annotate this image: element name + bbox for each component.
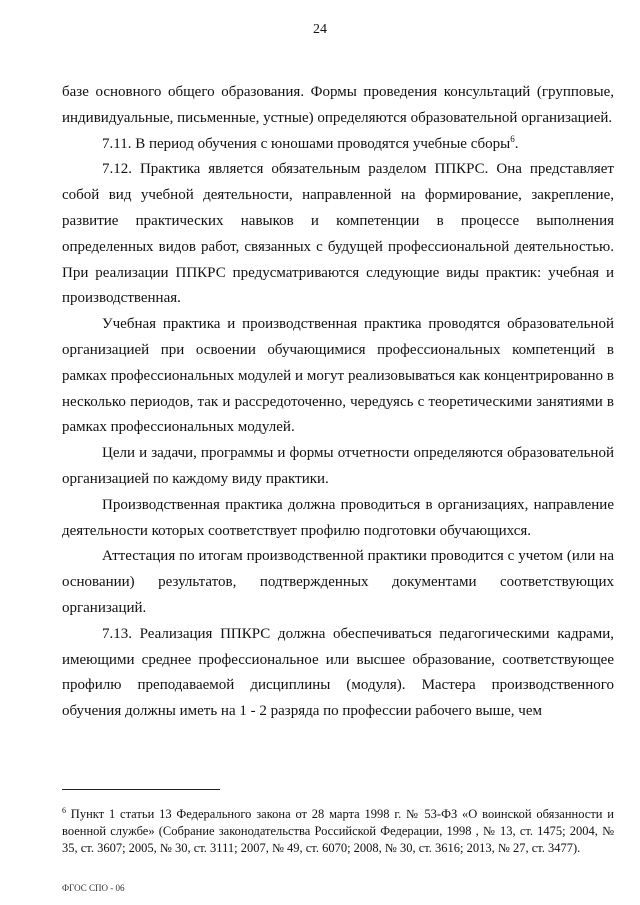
body-text: [62, 80, 614, 725]
paragraph-2: [62, 132, 614, 158]
footnote-divider: [62, 789, 220, 790]
paragraph-5: Цели и задачи, программы и формы отчетности определяются образовательной организацией по каждому виду практики.: [62, 445, 614, 487]
page-number: 24: [313, 22, 327, 37]
footnote-text: Пункт 1 статьи 13 Федерального закона от 28 марта 1998 г. № 53-ФЗ «О воинской обязанности и военной службе» (Собрание законодательства Российской Федерации, 1998 , № 13, ст. 1475; 2004, № 35, ст. 3607; 2005, № 30, ст. 3111; 2007, № 49, ст. 6070; 2008, № 30, ст. 3616; 2013, № 27, ст. 3477).: [62, 807, 614, 855]
paragraph-8: 7.13. Реализация ППКРС должна обеспечиваться педагогическими кадрами, имеющими среднее профессиональное или высшее образование, соответствующее профилю преподаваемой дисциплины (модуля). Мастера производственного обучения должны иметь на 1 - 2 разряда по профессии рабочего выше, чем: [62, 625, 614, 720]
footer-code: ФГОС СПО - 06: [62, 883, 125, 893]
footnote-mark: 6: [62, 805, 66, 815]
paragraph-4: Учебная практика и производственная практика проводятся образовательной организацией при освоении обучающимися профессиональных компетенций в рамках профессиональных модулей и могут реализовываться как концентрированно в несколько периодов, так и рассредоточенно, чередуясь с теоретическими занятиями в рамках профессиональных модулей.: [62, 316, 614, 436]
paragraph-1: базе основного общего образования. Формы проведения консультаций (групповые, индивидуальные, письменные, устные) определяются образовательной организацией.: [62, 84, 614, 126]
paragraph-7: Аттестация по итогам производственной практики проводится с учетом (или на основании) результатов, подтвержденных документами соответствующих организаций.: [62, 548, 614, 616]
paragraph-6: Производственная практика должна проводиться в организациях, направление деятельности которых соответствует профилю подготовки обучающихся.: [62, 496, 614, 539]
paragraph-3: 7.12. Практика является обязательным разделом ППКРС. Она представляет собой вид учебной деятельности, направленной на формирование, закрепление, развитие практических навыков и компетенции в процессе выполнения определенных видов работ, связанных с будущей профессиональной деятельностью. При реализации ППКРС предусматриваются следующие виды практик: учебная и производственная.: [62, 161, 614, 307]
footnote-reference[interactable]: 6: [510, 133, 515, 144]
paragraph-2-text: 7.11. В период обучения с юношами проводятся учебные сборы: [102, 135, 511, 152]
footnote: [62, 806, 614, 857]
paragraph-2-tail: .: [514, 135, 519, 152]
